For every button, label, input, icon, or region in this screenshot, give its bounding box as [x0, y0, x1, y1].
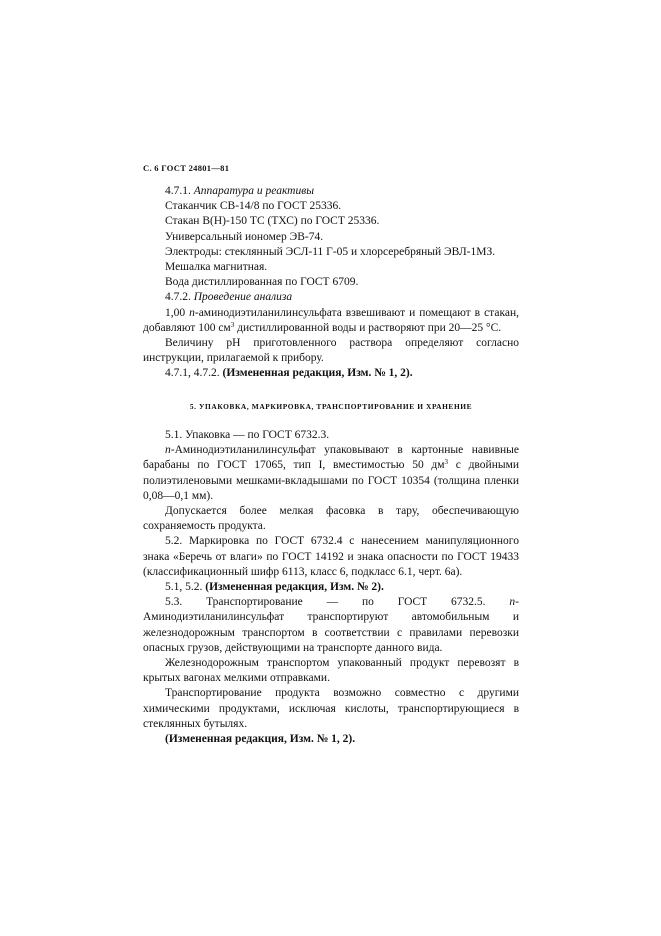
packaging-note: Допускается более мелкая фасовка в тару, обеспечивающую сохраняемость продукта. — [143, 505, 519, 533]
list-line: Вода дистиллированная по ГОСТ 6709. — [165, 276, 359, 289]
amendment-note: (Измененная редакция, Изм. № 1, 2). — [165, 733, 356, 746]
paragraph-4-7-1 — [143, 184, 519, 199]
section-4-7 — [143, 184, 519, 382]
clause-title: Аппаратура и реактивы — [193, 185, 315, 197]
rail-transport-paragraph: Железнодорожным транспортом упакованный продукт перевозят в крытых вагонах мелкими отправками. — [143, 657, 519, 685]
amendment-note: 5.1, 5.2. (Измененная редакция, Изм. № 2). — [165, 581, 384, 594]
section-5-title: 5. УПАКОВКА, МАРКИРОВКА, ТРАНСПОРТИРОВАНИЕ И ХРАНЕНИЕ — [189, 402, 473, 411]
ph-paragraph: Величину pH приготовленного раствора определяют согласно инструкции, прилагаемой к прибору. — [143, 337, 519, 365]
clause-5-1: 5.1. Упаковка — по ГОСТ 6732.3. — [165, 429, 330, 441]
list-line: Стаканчик СВ-14/8 по ГОСТ 25336. — [165, 200, 342, 213]
joint-transport-paragraph: Транспортирование продукта возможно совместно с другими химическими продуктами, исключая кислоты, транспортирующиеся в стеклянных бутылях. — [143, 687, 519, 730]
list-line: Мешалка магнитная. — [165, 261, 268, 274]
amendment-note: 4.7.1, 4.7.2. (Измененная редакция, Изм. № 1, 2). — [165, 367, 413, 380]
section-5 — [143, 428, 519, 747]
list-line: Электроды: стеклянный ЭСЛ-11 Г-05 и хлорсеребряный ЭВЛ-1МЗ. — [165, 245, 496, 258]
paragraph-4-7-2 — [143, 290, 519, 305]
procedure-paragraph: 1,00 п-аминодиэтиланилинсульфата взвешивают и помещают в стакан, добавляют 100 $см^3$ дистиллированной воды и растворяют при 20—25 °С. — [143, 306, 520, 334]
page-header: С. 6 ГОСТ 24801—81 — [143, 163, 230, 173]
clause-number: 4.7.2. — [165, 291, 191, 304]
packaging-paragraph: п-Аминодиэтиланилинсульфат упаковывают в картонные навивные барабаны по ГОСТ 17065, тип I, вместимостью 50 $дм^3$ с двойными полиэтиленовыми мешками-вкладышами по ГОСТ 10354 (толщина пленки 0,08—0,1 мм). — [143, 444, 520, 502]
clause-5-2: 5.2. Маркировка по ГОСТ 6732.4 с нанесением манипуляционного знака «Беречь от влаги» по ГОСТ 14192 и знака опасности по ГОСТ 19433 (классификационный шифр 6113, класс 6, подкласс 6.1, черт. 6а). — [143, 535, 519, 578]
clause-5-3: 5.3. Транспортирование — по ГОСТ 6732.5. п-Аминодиэтиланилинсульфат транспортируют автомобильным и железнодорожным транспортом в соответствии с правилами перевозки опасных грузов, действующими на транспорте данного вида. — [143, 596, 519, 654]
clause-title: Проведение анализа — [193, 291, 293, 304]
list-line: Универсальный иономер ЭВ-74. — [165, 230, 324, 243]
list-line: Стакан В(Н)-150 ТС (ТХС) по ГОСТ 25336. — [165, 215, 380, 228]
clause-number: 4.7.1. — [165, 185, 191, 197]
